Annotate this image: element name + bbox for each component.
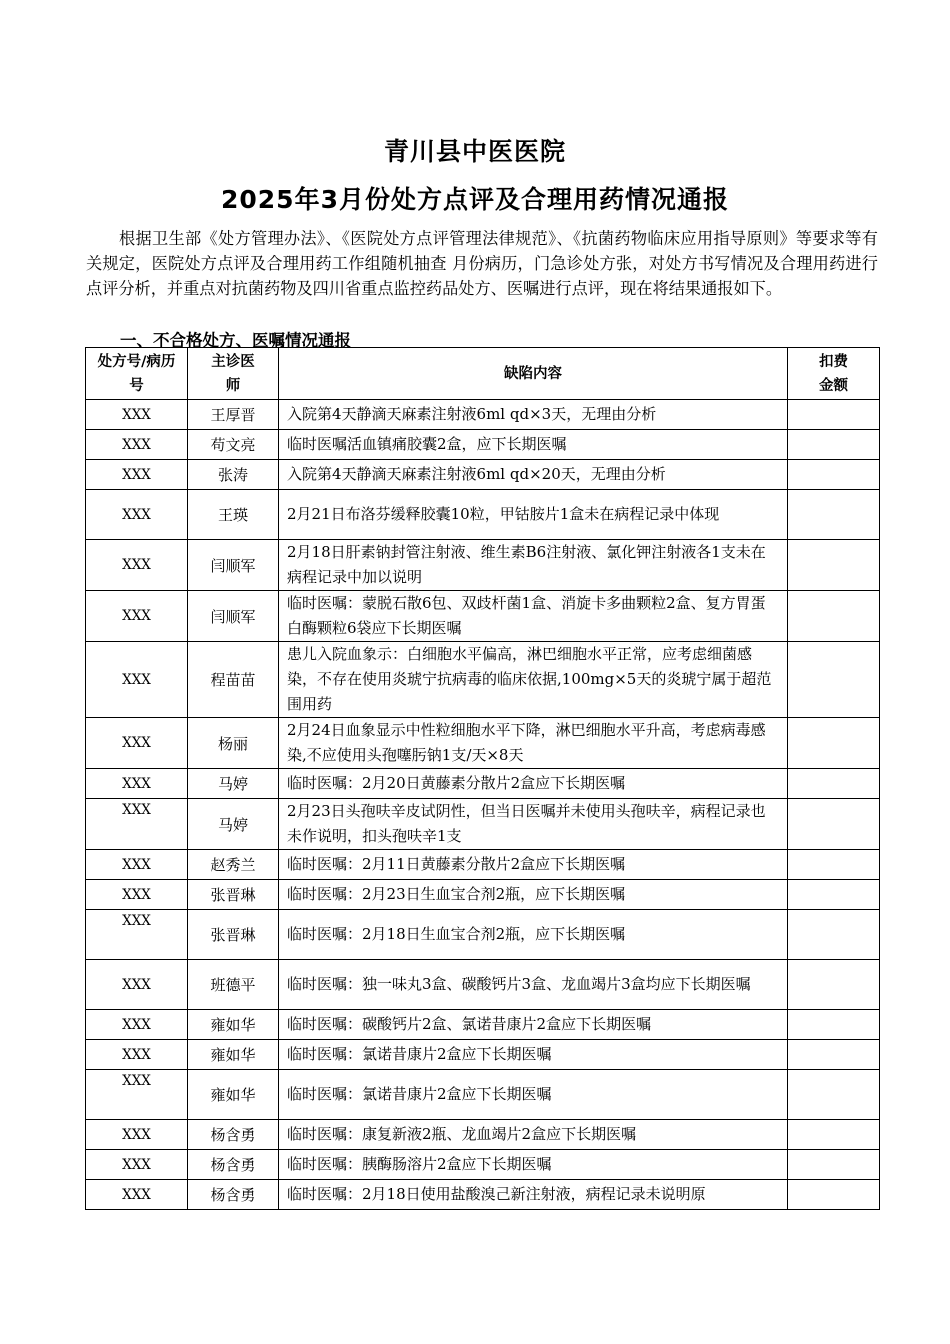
prescription-id-cell: XXX bbox=[86, 850, 188, 880]
defect-cell: 临时医嘱：氯诺昔康片2盒应下长期医嘱 bbox=[279, 1070, 788, 1120]
table-row bbox=[86, 490, 880, 540]
doctor-cell: 雍如华 bbox=[188, 1040, 279, 1070]
amount-cell bbox=[788, 769, 880, 799]
defect-cell: 临时医嘱：氯诺昔康片2盒应下长期医嘱 bbox=[279, 1040, 788, 1070]
intro-paragraph: 根据卫生部《处方管理办法》、《医院处方点评管理法律规范》、《抗菌药物临床应用指导原则》等要求等有关规定，医院处方点评及合理用药工作组随机抽查 月份病历，门急诊处方张，对处方书写情况及合理用药进行点评分析，并重点对抗菌药物及四川省重点监控药品处方、医嘱进行点评，现在将结果通报如下。 bbox=[86, 229, 878, 298]
doctor-cell: 雍如华 bbox=[188, 1010, 279, 1040]
amount-cell bbox=[788, 591, 880, 642]
doctor-cell: 杨含勇 bbox=[188, 1150, 279, 1180]
table-row bbox=[86, 718, 880, 769]
prescription-id-cell: XXX bbox=[86, 430, 188, 460]
amount-cell bbox=[788, 718, 880, 769]
amount-cell bbox=[788, 850, 880, 880]
prescription-id-cell: XXX bbox=[86, 799, 188, 850]
doctor-cell: 马婷 bbox=[188, 799, 279, 850]
doctor-cell: 张涛 bbox=[188, 460, 279, 490]
defect-cell: 临时医嘱：2月11日黄藤素分散片2盒应下长期医嘱 bbox=[279, 850, 788, 880]
doctor-cell: 王瑛 bbox=[188, 490, 279, 540]
table-row bbox=[86, 1180, 880, 1210]
defect-cell: 入院第4天静滴天麻素注射液6ml qd×20天，无理由分析 bbox=[279, 460, 788, 490]
prescription-id-cell: XXX bbox=[86, 910, 188, 960]
table-row bbox=[86, 1040, 880, 1070]
table-row bbox=[86, 799, 880, 850]
doctor-cell: 王厚晋 bbox=[188, 400, 279, 430]
prescription-id-cell: XXX bbox=[86, 1120, 188, 1150]
amount-cell bbox=[788, 1120, 880, 1150]
table-row bbox=[86, 400, 880, 430]
doctor-cell: 苟文亮 bbox=[188, 430, 279, 460]
prescription-id-cell: XXX bbox=[86, 591, 188, 642]
table-row bbox=[86, 769, 880, 799]
doctor-cell: 马婷 bbox=[188, 769, 279, 799]
table-body bbox=[86, 400, 880, 1210]
col-header-defect: 缺陷内容 bbox=[279, 348, 788, 400]
table-row bbox=[86, 540, 880, 591]
doctor-cell: 雍如华 bbox=[188, 1070, 279, 1120]
amount-cell bbox=[788, 799, 880, 850]
prescription-id-cell: XXX bbox=[86, 1150, 188, 1180]
report-title: 2025年3月份处方点评及合理用药情况通报 bbox=[221, 185, 729, 214]
doctor-cell: 班德平 bbox=[188, 960, 279, 1010]
col-header-doctor: 主诊医师 bbox=[188, 348, 279, 400]
amount-cell bbox=[788, 430, 880, 460]
defect-cell: 2月18日肝素钠封管注射液、维生素B6注射液、氯化钾注射液各1支未在病程记录中加以说明 bbox=[279, 540, 788, 591]
amount-cell bbox=[788, 1010, 880, 1040]
table-row bbox=[86, 1120, 880, 1150]
prescription-id-cell: XXX bbox=[86, 400, 188, 430]
table-row bbox=[86, 591, 880, 642]
prescription-id-cell: XXX bbox=[86, 960, 188, 1010]
table-row bbox=[86, 430, 880, 460]
prescription-id-cell: XXX bbox=[86, 1180, 188, 1210]
defect-cell: 临时医嘱：2月18日使用盐酸溴己新注射液，病程记录未说明原 bbox=[279, 1180, 788, 1210]
defect-cell: 入院第4天静滴天麻素注射液6ml qd×3天，无理由分析 bbox=[279, 400, 788, 430]
amount-cell bbox=[788, 1180, 880, 1210]
amount-cell bbox=[788, 880, 880, 910]
amount-cell bbox=[788, 642, 880, 718]
defect-cell: 临时医嘱：独一味丸3盒、碳酸钙片3盒、龙血竭片3盒均应下长期医嘱 bbox=[279, 960, 788, 1010]
table-row bbox=[86, 880, 880, 910]
table-row bbox=[86, 460, 880, 490]
col-header-id: 处方号/病历号 bbox=[86, 348, 188, 400]
defect-cell: 临时医嘱：康复新液2瓶、龙血竭片2盒应下长期医嘱 bbox=[279, 1120, 788, 1150]
prescription-id-cell: XXX bbox=[86, 1040, 188, 1070]
hospital-title: 青川县中医医院 bbox=[383, 137, 566, 166]
prescription-id-cell: XXX bbox=[86, 769, 188, 799]
table-row bbox=[86, 910, 880, 960]
amount-cell bbox=[788, 1040, 880, 1070]
prescription-id-cell: XXX bbox=[86, 460, 188, 490]
section-heading: 一、不合格处方、医嘱情况通报 bbox=[120, 331, 351, 350]
defect-cell: 临时医嘱：2月20日黄藤素分散片2盒应下长期医嘱 bbox=[279, 769, 788, 799]
prescription-id-cell: XXX bbox=[86, 1010, 188, 1040]
prescription-id-cell: XXX bbox=[86, 718, 188, 769]
defect-cell: 临时医嘱：2月23日生血宝合剂2瓶，应下长期医嘱 bbox=[279, 880, 788, 910]
defect-cell: 临时医嘱活血镇痛胶囊2盒，应下长期医嘱 bbox=[279, 430, 788, 460]
amount-cell bbox=[788, 400, 880, 430]
doctor-cell: 闫顺军 bbox=[188, 540, 279, 591]
amount-cell bbox=[788, 490, 880, 540]
defect-cell: 2月23日头孢呋辛皮试阴性，但当日医嘱并未使用头孢呋辛，病程记录也未作说明，扣头孢呋辛1支 bbox=[279, 799, 788, 850]
table-row bbox=[86, 850, 880, 880]
doctor-cell: 杨含勇 bbox=[188, 1180, 279, 1210]
doctor-cell: 程苗苗 bbox=[188, 642, 279, 718]
defect-cell: 临时医嘱：胰酶肠溶片2盒应下长期医嘱 bbox=[279, 1150, 788, 1180]
defect-cell: 临时医嘱：2月18日生血宝合剂2瓶，应下长期医嘱 bbox=[279, 910, 788, 960]
doctor-cell: 赵秀兰 bbox=[188, 850, 279, 880]
doctor-cell: 闫顺军 bbox=[188, 591, 279, 642]
doctor-cell: 张晋琳 bbox=[188, 880, 279, 910]
amount-cell bbox=[788, 1070, 880, 1120]
col-header-amount: 扣费金额 bbox=[788, 348, 880, 400]
table-row bbox=[86, 642, 880, 718]
prescription-id-cell: XXX bbox=[86, 490, 188, 540]
prescription-id-cell: XXX bbox=[86, 642, 188, 718]
prescription-id-cell: XXX bbox=[86, 880, 188, 910]
prescription-id-cell: XXX bbox=[86, 1070, 188, 1120]
doctor-cell: 杨丽 bbox=[188, 718, 279, 769]
table-header-row bbox=[86, 348, 880, 400]
defect-cell: 患儿入院血象示：白细胞水平偏高，淋巴细胞水平正常，应考虑细菌感染，不存在使用炎琥宁抗病毒的临床依据,100mg×5天的炎琥宁属于超范围用药 bbox=[279, 642, 788, 718]
defect-cell: 临时医嘱：蒙脱石散6包、双歧杆菌1盒、消旋卡多曲颗粒2盒、复方胃蛋白酶颗粒6袋应下长期医嘱 bbox=[279, 591, 788, 642]
amount-cell bbox=[788, 460, 880, 490]
doctor-cell: 张晋琳 bbox=[188, 910, 279, 960]
table-row bbox=[86, 960, 880, 1010]
amount-cell bbox=[788, 910, 880, 960]
doctor-cell: 杨含勇 bbox=[188, 1120, 279, 1150]
table-row bbox=[86, 1150, 880, 1180]
prescription-id-cell: XXX bbox=[86, 540, 188, 591]
amount-cell bbox=[788, 960, 880, 1010]
table-row bbox=[86, 1010, 880, 1040]
table-row bbox=[86, 1070, 880, 1120]
amount-cell bbox=[788, 1150, 880, 1180]
defect-table bbox=[85, 347, 880, 1210]
amount-cell bbox=[788, 540, 880, 591]
defect-cell: 2月21日布洛芬缓释胶囊10粒，甲钴胺片1盒未在病程记录中体现 bbox=[279, 490, 788, 540]
defect-cell: 临时医嘱：碳酸钙片2盒、氯诺昔康片2盒应下长期医嘱 bbox=[279, 1010, 788, 1040]
defect-cell: 2月24日血象显示中性粒细胞水平下降，淋巴细胞水平升高，考虑病毒感染,不应使用头孢噻肟钠1支/天×8天 bbox=[279, 718, 788, 769]
